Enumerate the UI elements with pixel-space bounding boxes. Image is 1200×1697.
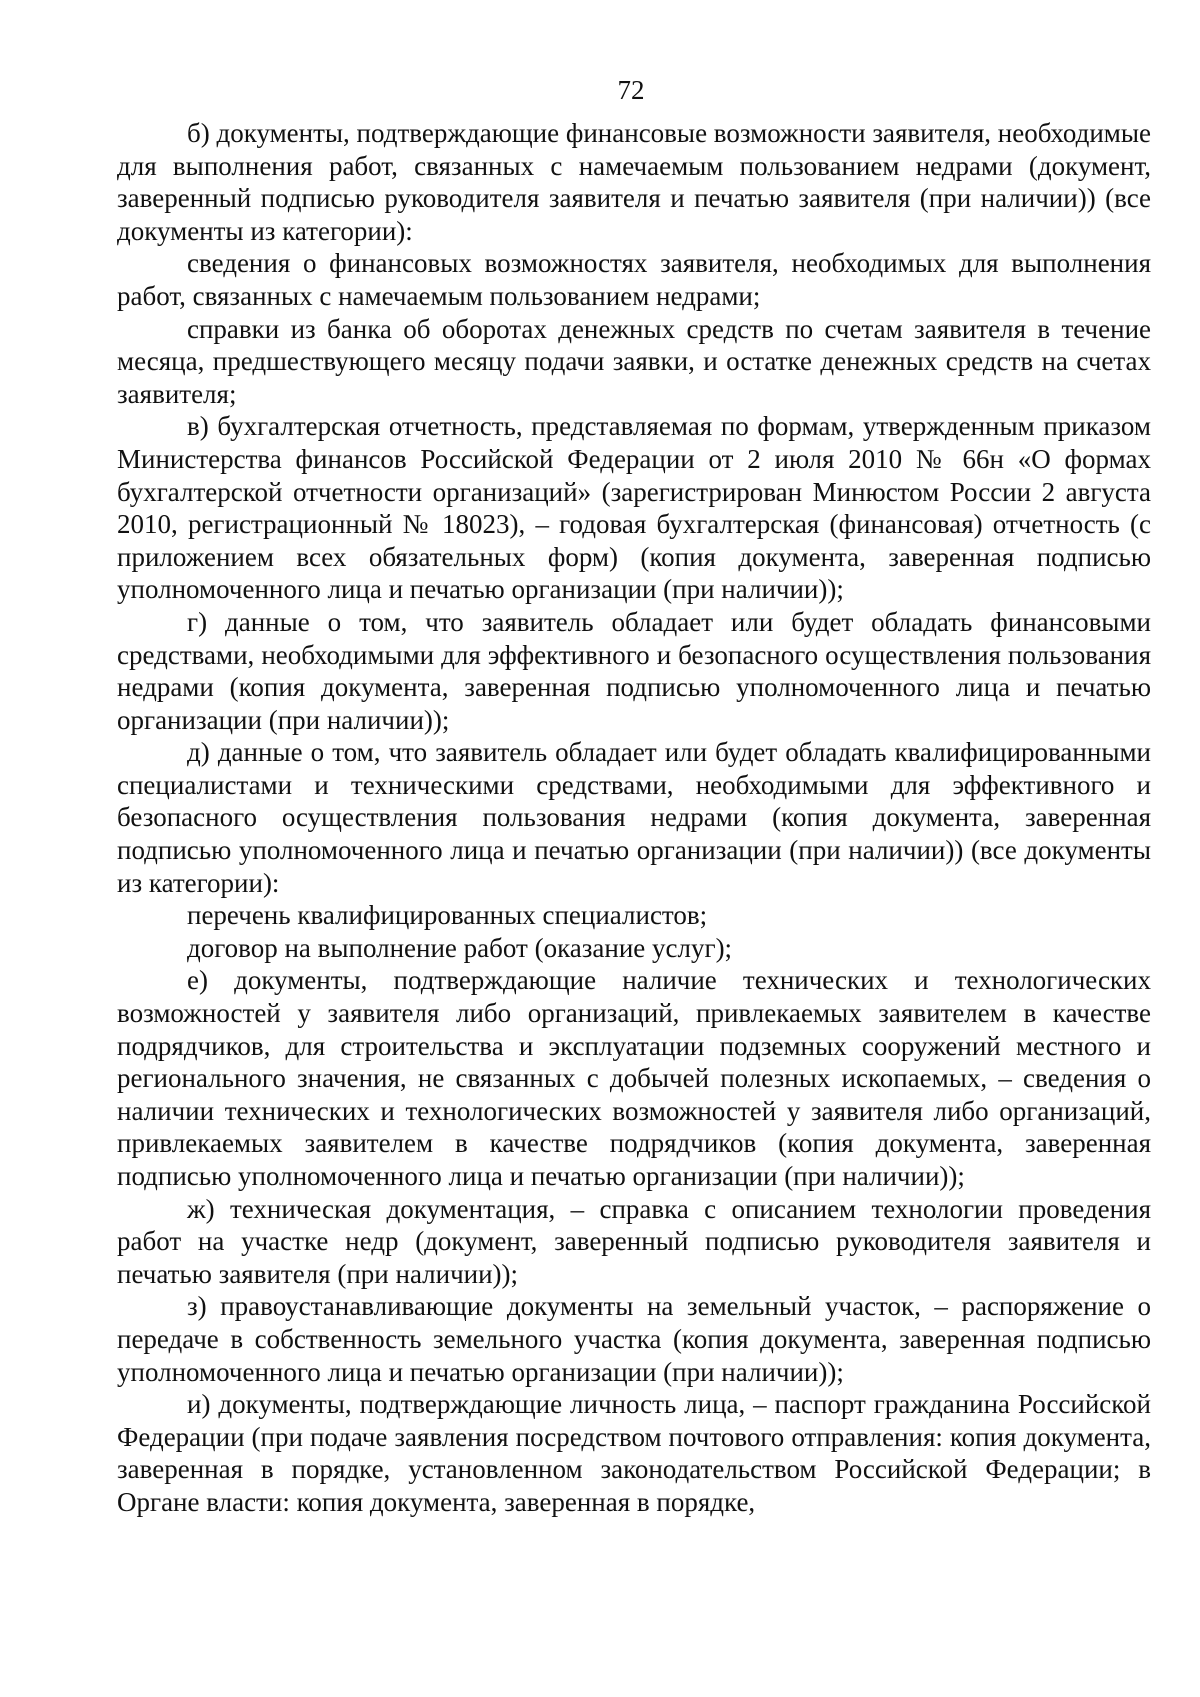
- paragraph-bank-statements: справки из банка об оборотах денежных средств по счетам заявителя в течение месяца, предшествующего месяцу подачи заявки, и остатке денежных средств на счетах заявителя;: [117, 313, 1151, 409]
- page-number: 72: [617, 75, 645, 105]
- paragraph-specialists-list: перечень квалифицированных специалистов;: [187, 900, 708, 931]
- paragraph-financial-info: сведения о финансовых возможностях заявителя, необходимых для выполнения работ, связанных с намечаемым пользованием недрами;: [117, 248, 1151, 311]
- paragraph-zh: ж) техническая документация, – справка с описанием технологии проведения работ на участке недр (документ, заверенный подписью руководителя заявителя и печатью заявителя (при наличии));: [117, 1193, 1151, 1289]
- paragraph-e: е) документы, подтверждающие наличие технических и технологических возможностей у заявителя либо организаций, привлекаемых заявителем в качестве подрядчиков, для строительства и эксплуатации подземных сооружений местного и регионального значения, не связанных с добычей полезных ископаемых, – сведения о наличии технических и технологических возможностей у заявителя либо организаций, привлекаемых заявителем в качестве подрядчиков (копия документа, заверенная подписью уполномоченного лица и печатью организации (при наличии));: [117, 965, 1151, 1191]
- paragraph-b: б) документы, подтверждающие финансовые возможности заявителя, необходимые для выполнения работ, связанных с намечаемым пользованием недрами (документ, заверенный подписью руководителя заявителя и печатью заявителя (при наличии)) (все документы из категории):: [117, 118, 1151, 246]
- paragraph-d: д) данные о том, что заявитель обладает или будет обладать квалифицированными специалистами и техническими средствами, необходимыми для эффективного и безопасного осуществления пользования недрами (копия документа, заверенная подписью уполномоченного лица и печатью организации (при наличии)) (все документы из категории):: [117, 737, 1151, 898]
- paragraph-v: в) бухгалтерская отчетность, представляемая по формам, утвержденным приказом Министерства финансов Российской Федерации от 2 июля 2010 № 66н «О формах бухгалтерской отчетности организаций» (зарегистрирован Минюстом России 2 августа 2010, регистрационный № 18023), – годовая бухгалтерская (финансовая) отчетность (с приложением всех обязательных форм) (копия документа, заверенная подписью уполномоченного лица и печатью организации (при наличии));: [117, 411, 1151, 605]
- paragraph-g: г) данные о том, что заявитель обладает или будет обладать финансовыми средствами, необходимыми для эффективного и безопасного осуществления пользования недрами (копия документа, заверенная подписью уполномоченного лица и печатью организации (при наличии));: [117, 606, 1151, 735]
- document-body: [117, 117, 1151, 1519]
- paragraph-contract: договор на выполнение работ (оказание услуг);: [187, 932, 733, 963]
- paragraph-i: и) документы, подтверждающие личность лица, – паспорт гражданина Российской Федерации (при подаче заявления посредством почтового отправления: копия документа, заверенная в порядке, установленном законодательством Российской Федерации; в Органе власти: копия документа, заверенная в порядке,: [117, 1389, 1151, 1517]
- paragraph-z: з) правоустанавливающие документы на земельный участок, – распоряжение о передаче в собственность земельного участка (копия документа, заверенная подписью уполномоченного лица и печатью организации (при наличии));: [117, 1291, 1151, 1387]
